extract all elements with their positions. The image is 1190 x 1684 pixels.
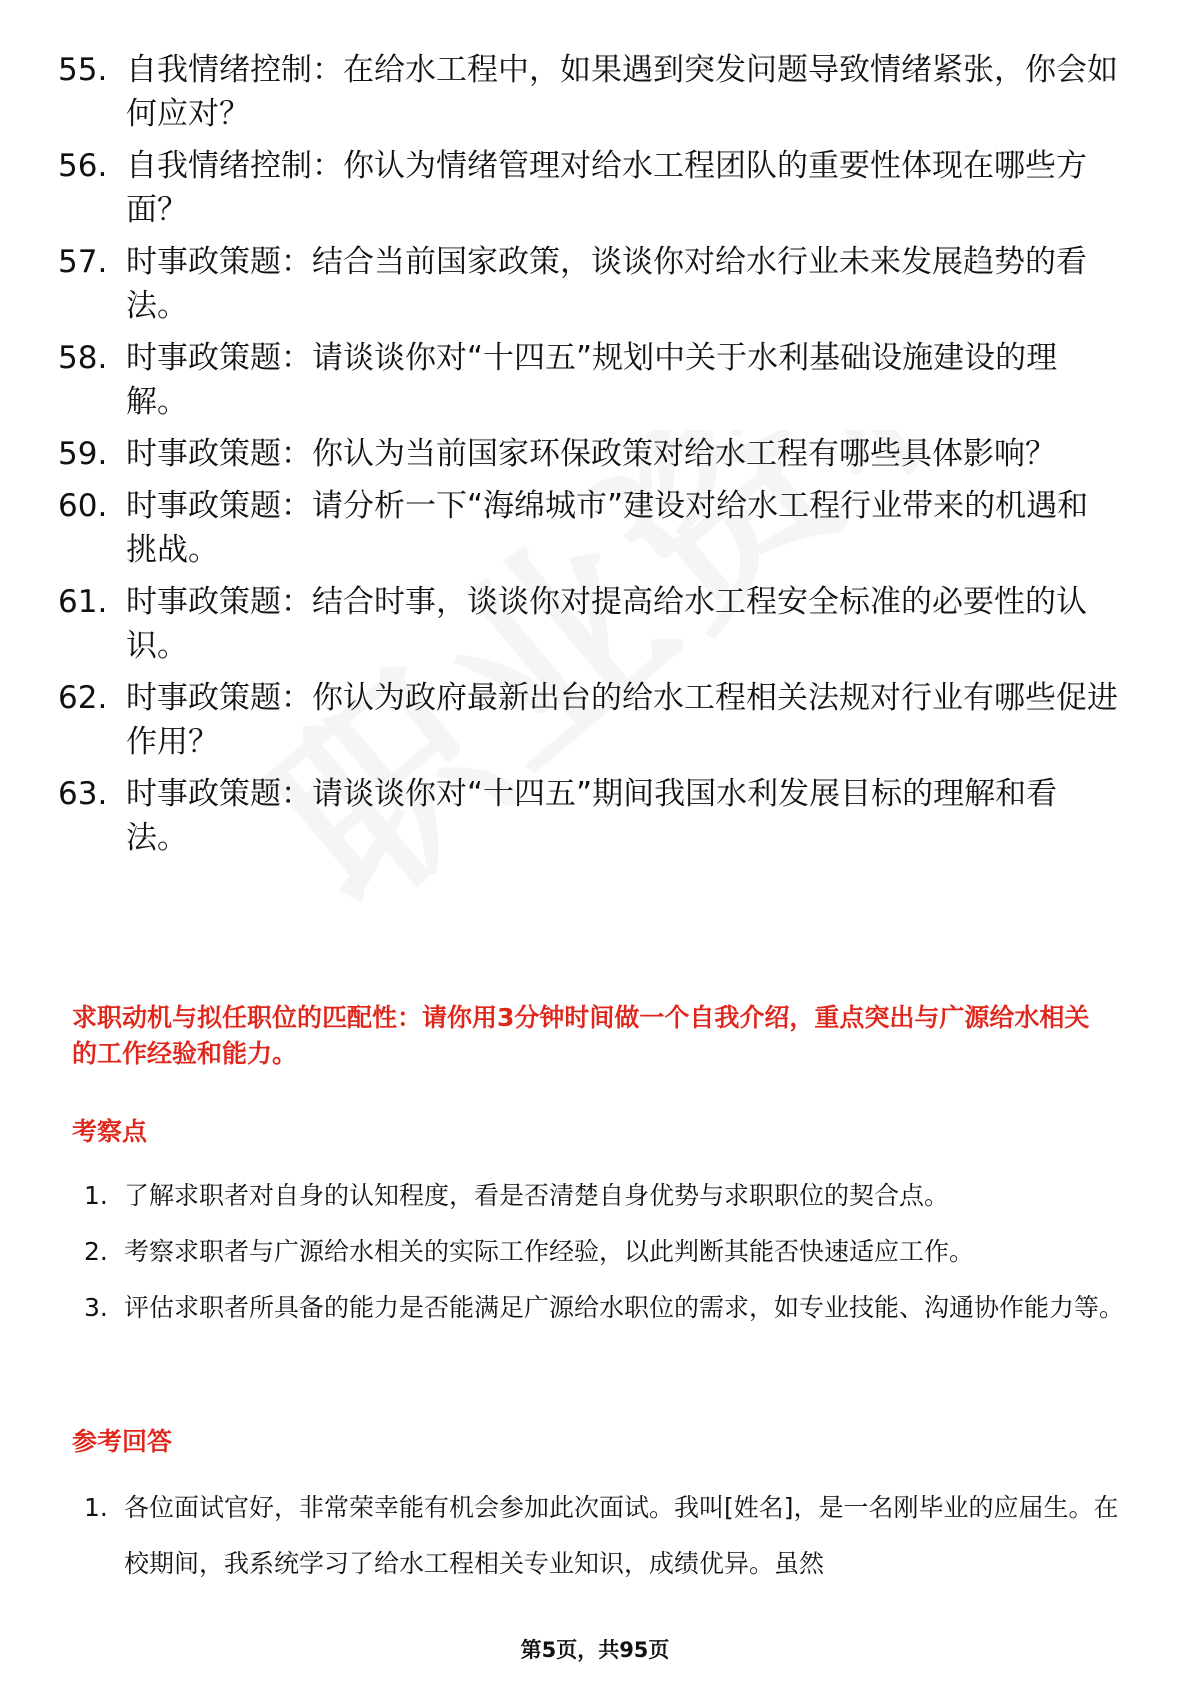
points-list <box>84 1168 1124 1336</box>
question-text: 时事政策题：结合时事，谈谈你对提高给水工程安全标准的必要性的认识。 <box>126 584 1087 664</box>
question-text: 时事政策题：你认为政府最新出台的给水工程相关法规对行业有哪些促进作用？ <box>126 680 1118 760</box>
question-item <box>58 48 1118 136</box>
question-number: 62. <box>58 680 108 716</box>
question-item <box>58 240 1118 328</box>
answer-label: 参考回答 <box>72 1427 173 1456</box>
point-text: 考察求职者与广源给水相关的实际工作经验，以此判断其能否快速适应工作。 <box>124 1237 975 1266</box>
question-number: 63. <box>58 776 108 812</box>
answer-item <box>84 1480 1124 1592</box>
answer-text: 各位面试官好，非常荣幸能有机会参加此次面试。我叫[姓名]，是一名刚毕业的应届生。在校期间，我系统学习了给水工程相关专业知识，成绩优异。虽然 <box>124 1493 1119 1578</box>
point-text: 评估求职者所具备的能力是否能满足广源给水职位的需求，如专业技能、沟通协作能力等。 <box>124 1293 1125 1322</box>
point-number: 2. <box>84 1237 108 1266</box>
question-item <box>58 772 1118 860</box>
question-number: 58. <box>58 340 108 376</box>
page-footer: 第5页，共95页 <box>520 1638 670 1662</box>
point-number: 3. <box>84 1293 108 1322</box>
question-number: 55. <box>58 52 108 88</box>
section-title: 求职动机与拟任职位的匹配性：请你用3分钟时间做一个自我介绍，重点突出与广源给水相关的工作经验和能力。 <box>72 1003 1090 1068</box>
question-text: 时事政策题：请分析一下“海绵城市”建设对给水工程行业带来的机遇和挑战。 <box>126 488 1089 568</box>
question-item <box>58 484 1118 572</box>
question-number: 57. <box>58 244 108 280</box>
point-item <box>84 1224 1124 1280</box>
question-number: 56. <box>58 148 108 184</box>
question-item <box>58 432 1118 476</box>
question-number: 60. <box>58 488 108 524</box>
points-label: 考察点 <box>72 1117 148 1146</box>
question-item <box>58 336 1118 424</box>
point-item <box>84 1168 1124 1224</box>
question-text: 时事政策题：结合当前国家政策，谈谈你对给水行业未来发展趋势的看法。 <box>126 244 1087 324</box>
point-text: 了解求职者对自身的认知程度，看是否清楚自身优势与求职职位的契合点。 <box>124 1181 950 1210</box>
question-text: 时事政策题：请谈谈你对“十四五”规划中关于水利基础设施建设的理解。 <box>126 340 1058 420</box>
question-number: 59. <box>58 436 108 472</box>
question-text: 自我情绪控制：在给水工程中，如果遇到突发问题导致情绪紧张，你会如何应对？ <box>126 52 1118 132</box>
question-text: 自我情绪控制：你认为情绪管理对给水工程团队的重要性体现在哪些方面？ <box>126 148 1087 228</box>
point-item <box>84 1280 1124 1336</box>
question-item <box>58 676 1118 764</box>
answer-list <box>84 1480 1124 1592</box>
question-list <box>58 48 1118 868</box>
question-item <box>58 580 1118 668</box>
question-text: 时事政策题：你认为当前国家环保政策对给水工程有哪些具体影响？ <box>126 436 1056 472</box>
question-item <box>58 144 1118 232</box>
question-text: 时事政策题：请谈谈你对“十四五”期间我国水利发展目标的理解和看法。 <box>126 776 1058 856</box>
question-number: 61. <box>58 584 108 620</box>
point-number: 1. <box>84 1181 108 1210</box>
answer-number: 1. <box>84 1493 108 1522</box>
